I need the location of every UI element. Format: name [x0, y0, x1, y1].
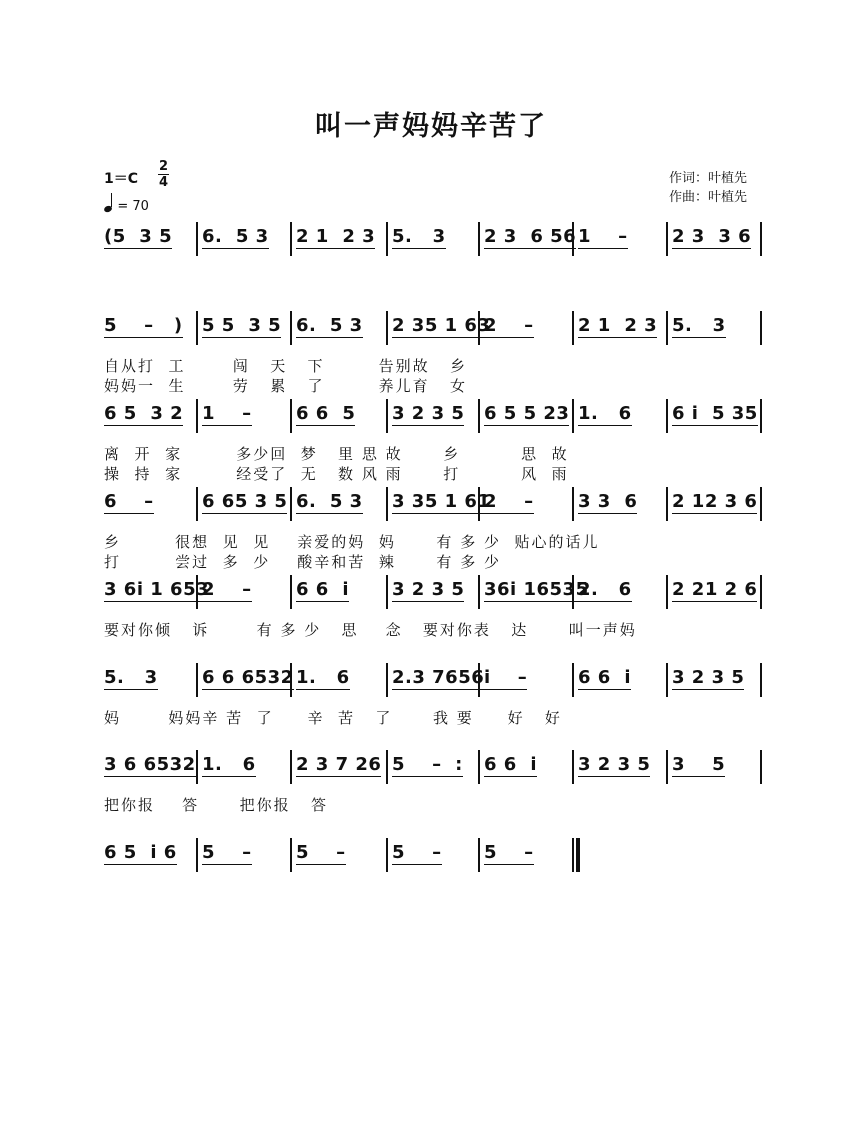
barline	[760, 222, 762, 256]
measure-notes: 3 2 3 5	[578, 754, 651, 775]
measure	[578, 491, 637, 512]
measure-notes: 36i 16535	[484, 579, 589, 600]
barline	[478, 838, 480, 872]
measure-notes: 3 3 6	[578, 491, 638, 512]
barline	[478, 575, 480, 609]
measure	[484, 226, 576, 247]
measure	[202, 226, 269, 247]
measure-notes: 5. 3	[672, 315, 726, 336]
score-row	[104, 838, 768, 872]
barline	[572, 487, 574, 521]
measure-notes: 2 35 1 63	[392, 315, 491, 336]
measure	[296, 315, 363, 336]
measure	[392, 315, 490, 336]
barline	[666, 311, 668, 345]
measure	[104, 403, 183, 424]
measure	[392, 403, 464, 424]
measure-notes: 6. 5 3	[296, 315, 363, 336]
measure-notes: 6 i 5 35	[672, 403, 758, 424]
barline	[572, 311, 574, 345]
measure-notes: 2.3 7656	[392, 667, 485, 688]
measure-notes: 2. 6	[578, 579, 632, 600]
measure	[202, 403, 252, 424]
measure	[578, 315, 657, 336]
measure-notes: 2 21 2 6	[672, 579, 758, 600]
barline	[478, 399, 480, 433]
measure-notes: 5 –	[484, 842, 534, 863]
measure	[392, 842, 442, 863]
measure-notes: 2 –	[484, 491, 534, 512]
measure	[104, 579, 209, 600]
measure	[672, 403, 758, 424]
barline	[666, 750, 668, 784]
barline	[760, 487, 762, 521]
measure-notes: 5 –	[392, 842, 442, 863]
measure-notes: 1. 6	[578, 403, 632, 424]
score-row	[104, 222, 768, 256]
barline	[572, 750, 574, 784]
barline	[760, 311, 762, 345]
measure-notes: 2 1 2 3	[296, 226, 376, 247]
barline	[386, 750, 388, 784]
tempo-marking	[104, 196, 149, 214]
measure	[202, 491, 287, 512]
lyric-line: 离 开 家 多少回 梦 里 思 故 乡 思 故	[104, 445, 569, 463]
barline	[386, 222, 388, 256]
measure-notes: 1. 6	[296, 667, 350, 688]
measure-notes: 3 35 1 61	[392, 491, 491, 512]
lyric-line: 乡 很想 见 见 亲爱的妈 妈 有 多 少 贴心的话儿	[104, 533, 600, 551]
barline	[666, 575, 668, 609]
barline	[290, 750, 292, 784]
barline	[760, 750, 762, 784]
barline	[290, 487, 292, 521]
measure	[484, 754, 537, 775]
measure	[296, 226, 375, 247]
barline	[196, 311, 198, 345]
measure	[296, 754, 381, 775]
barline	[386, 663, 388, 697]
measure-notes: 2 –	[484, 315, 534, 336]
lyric-line: 妈妈一 生 劳 累 了 养儿育 女	[104, 377, 467, 395]
final-barline	[576, 838, 580, 872]
measure	[202, 579, 252, 600]
barline	[386, 838, 388, 872]
measure	[104, 315, 183, 336]
measure-notes: 2 –	[202, 579, 252, 600]
barline	[290, 311, 292, 345]
time-signature-top: 2	[158, 159, 169, 174]
measure	[296, 579, 349, 600]
measure-notes: 1 –	[202, 403, 252, 424]
measure	[484, 842, 534, 863]
measure	[296, 667, 350, 688]
measure-notes: 6 6 i	[578, 667, 632, 688]
measure-notes: 3 6 6532	[104, 754, 196, 775]
measure-notes: 5 – )	[104, 315, 183, 336]
measure-notes: 5 – :	[392, 754, 463, 775]
measure	[296, 842, 346, 863]
barline	[572, 838, 574, 872]
measure	[392, 579, 464, 600]
barline	[666, 487, 668, 521]
measure-notes: 2 3 6 56	[484, 226, 577, 247]
score-row	[104, 399, 768, 433]
score-row	[104, 575, 768, 609]
measure-notes: 6 5 5 23	[484, 403, 570, 424]
barline	[290, 399, 292, 433]
measure	[104, 667, 158, 688]
barline	[196, 399, 198, 433]
barline	[572, 399, 574, 433]
measure	[672, 226, 751, 247]
key-signature: 1＝C	[104, 171, 139, 187]
measure-notes: 2 1 2 3	[578, 315, 658, 336]
barline	[386, 575, 388, 609]
measure	[202, 667, 294, 688]
measure-notes: 6. 5 3	[202, 226, 269, 247]
measure	[392, 491, 490, 512]
barline	[196, 838, 198, 872]
measure	[672, 579, 757, 600]
measure-notes: 3 6i 1 653	[104, 579, 210, 600]
measure	[578, 403, 632, 424]
barline	[478, 750, 480, 784]
lyric-line: 要对你倾 诉 有 多 少 思 念 要对你表 达 叫一声妈	[104, 621, 637, 639]
measure	[484, 491, 534, 512]
barline	[478, 222, 480, 256]
measure	[672, 754, 725, 775]
barline	[760, 663, 762, 697]
score-row	[104, 750, 768, 784]
song-title: 叫一声妈妈辛苦了	[315, 111, 547, 142]
measure-notes: 5. 3	[392, 226, 446, 247]
measure-notes: (5 3 5	[104, 226, 173, 247]
measure	[484, 315, 534, 336]
measure	[484, 579, 589, 600]
barline	[666, 399, 668, 433]
barline	[386, 399, 388, 433]
measure	[104, 754, 196, 775]
measure-notes: 3 5	[672, 754, 726, 775]
note-stem	[111, 193, 112, 207]
measure	[672, 667, 744, 688]
score-row	[104, 311, 768, 345]
time-signature-bottom: 4	[158, 175, 169, 190]
measure-notes: 3 2 3 5	[672, 667, 745, 688]
barline	[760, 575, 762, 609]
measure	[392, 754, 463, 775]
measure	[484, 667, 527, 688]
lyric-line: 妈 妈妈辛 苦 了 辛 苦 了 我 要 好 好	[104, 709, 562, 727]
measure-notes: 6 6 6532	[202, 667, 294, 688]
measure-notes: 5 –	[296, 842, 346, 863]
lyric-line: 自从打 工 闯 天 下 告别故 乡	[104, 357, 467, 375]
lyricist: 作词：叶植先	[669, 171, 748, 186]
measure	[484, 403, 569, 424]
measure-notes: 3 2 3 5	[392, 579, 465, 600]
measure-notes: 1. 6	[202, 754, 256, 775]
tempo-value: = 70	[117, 199, 149, 214]
measure	[392, 667, 484, 688]
measure-notes: 6. 5 3	[296, 491, 363, 512]
measure	[104, 842, 177, 863]
measure-notes: 6 6 5	[296, 403, 356, 424]
measure-notes: 5. 3	[104, 667, 158, 688]
measure-notes: 1 –	[578, 226, 628, 247]
measure	[578, 667, 631, 688]
lyric-line: 把你报 答 把你报 答	[104, 796, 328, 814]
measure-notes: 6 5 i 6	[104, 842, 177, 863]
measure	[578, 754, 650, 775]
barline	[760, 399, 762, 433]
barline	[386, 487, 388, 521]
measure	[296, 403, 355, 424]
measure	[202, 754, 256, 775]
barline	[666, 663, 668, 697]
measure-notes: i –	[484, 667, 528, 688]
barline	[290, 222, 292, 256]
barline	[196, 663, 198, 697]
barline	[386, 311, 388, 345]
composer: 作曲：叶植先	[669, 190, 748, 205]
measure-notes: 6 5 3 2	[104, 403, 184, 424]
barline	[196, 750, 198, 784]
measure-notes: 2 12 3 6	[672, 491, 758, 512]
measure	[578, 579, 632, 600]
measure-notes: 2 3 3 6	[672, 226, 752, 247]
barline	[290, 838, 292, 872]
credits	[669, 169, 747, 207]
measure	[672, 491, 757, 512]
measure-notes: 6 –	[104, 491, 154, 512]
measure-notes: 6 65 3 5	[202, 491, 288, 512]
measure	[672, 315, 726, 336]
measure-notes: 2 3 7 26	[296, 754, 382, 775]
measure	[104, 491, 154, 512]
barline	[572, 663, 574, 697]
lyric-line: 操 持 家 经受了 无 数 风 雨 打 风 雨	[104, 465, 569, 483]
time-signature	[158, 160, 169, 189]
barline	[666, 222, 668, 256]
measure-notes: 3 2 3 5	[392, 403, 465, 424]
measure-notes: 6 6 i	[296, 579, 350, 600]
score-row	[104, 663, 768, 697]
barline	[196, 222, 198, 256]
measure	[578, 226, 628, 247]
measure	[202, 842, 252, 863]
measure-notes: 5 5 3 5	[202, 315, 282, 336]
measure-notes: 6 6 i	[484, 754, 538, 775]
lyric-line: 打 尝过 多 少 酸辛和苦 辣 有 多 少	[104, 553, 501, 571]
measure	[392, 226, 446, 247]
score-row	[104, 487, 768, 521]
measure	[104, 226, 172, 247]
measure-notes: 5 –	[202, 842, 252, 863]
barline	[196, 487, 198, 521]
barline	[290, 575, 292, 609]
measure	[202, 315, 281, 336]
measure	[296, 491, 363, 512]
